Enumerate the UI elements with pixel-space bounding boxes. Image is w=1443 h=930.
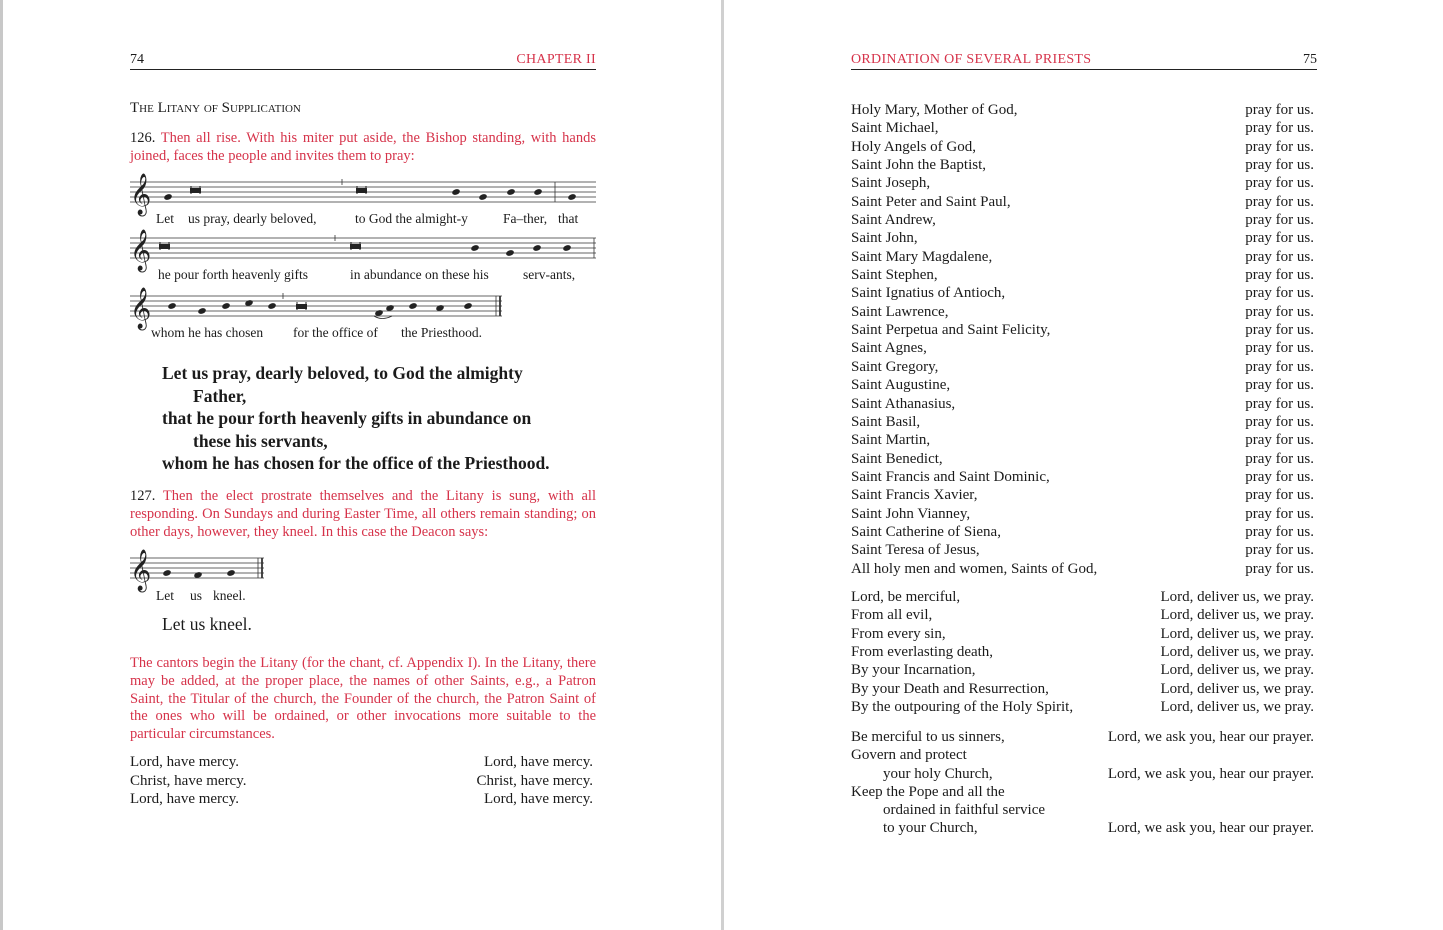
litany-row — [851, 468, 1314, 486]
invocation: All holy men and women, Saints of God, — [851, 560, 1098, 577]
invocation: Saint Athanasius, — [851, 395, 956, 412]
invocation: Saint Joseph, — [851, 175, 931, 192]
invocation: Saint Michael, — [851, 120, 939, 137]
chant-lyric: the Priesthood. — [401, 325, 482, 340]
litany-row — [851, 321, 1314, 339]
prayer-response: Lord, we ask you, hear our prayer. — [1107, 820, 1314, 837]
invocation: Saint Mary Magdalene, — [851, 248, 993, 265]
litany-row — [851, 266, 1314, 284]
litany-row — [851, 661, 1314, 679]
litany-row — [851, 229, 1314, 247]
chant-lyric: Fa–ther, — [503, 211, 548, 226]
chant-lyric: kneel. — [213, 588, 246, 603]
hear-our-prayer-block — [851, 728, 1314, 838]
prayer-call: ordained in faithful service — [883, 802, 1046, 819]
invocation: By your Incarnation, — [851, 662, 976, 679]
response: pray for us. — [1245, 120, 1314, 137]
prayer-call: Keep the Pope and all the — [851, 783, 1005, 800]
rubric-text: Then the elect prostrate themselves and the Litany is sung, with all responding. On Sundays and during Easter Time, all others remain standing; on other days, however, they kneel. In this case the Deacon says: — [130, 488, 596, 540]
response: pray for us. — [1245, 358, 1314, 375]
prayer-row — [851, 746, 1314, 764]
invocation: Saint Agnes, — [851, 340, 927, 357]
response: Lord, deliver us, we pray. — [1160, 607, 1314, 624]
running-head-right — [851, 52, 1317, 70]
response: Lord, deliver us, we pray. — [1160, 625, 1314, 642]
litany-row — [851, 541, 1314, 559]
chant-lyric: us pray, dearly beloved, — [188, 211, 317, 226]
litany-row — [851, 174, 1314, 192]
litany-row — [851, 486, 1314, 504]
invocation: Saint Teresa of Jesus, — [851, 542, 980, 559]
response: Lord, deliver us, we pray. — [1160, 680, 1314, 697]
litany-row — [851, 505, 1314, 523]
prayer-call: Be merciful to us sinners, — [851, 729, 1005, 745]
page-edge — [0, 0, 3, 930]
svg-text:𝄞: 𝄞 — [130, 230, 152, 271]
deliver-litany — [851, 588, 1314, 716]
invitation-line: these his servants, — [193, 430, 328, 451]
kyrie-row — [130, 790, 593, 809]
response: pray for us. — [1245, 542, 1314, 559]
invocation: Saint John Vianney, — [851, 505, 971, 522]
kyrie-row — [130, 753, 593, 772]
invocation: Saint John, — [851, 230, 918, 247]
prayer-call: Govern and protect — [851, 747, 967, 764]
chant-lyric: whom he has chosen — [151, 325, 264, 340]
response: pray for us. — [1245, 322, 1314, 339]
litany-row — [851, 643, 1314, 661]
svg-text:𝄞: 𝄞 — [130, 550, 152, 591]
invocation: Lord, be merciful, — [851, 589, 961, 605]
kyrie-response: Lord, have mercy. — [484, 791, 593, 807]
running-head-left — [130, 52, 596, 70]
response: Lord, deliver us, we pray. — [1160, 699, 1314, 716]
invitation-line: that he pour forth heavenly gifts in abundance on — [162, 408, 532, 428]
litany-row — [851, 119, 1314, 137]
running-title: ORDINATION OF SEVERAL PRIESTS — [851, 52, 1092, 67]
invocation: Saint Benedict, — [851, 450, 943, 467]
litany-row — [851, 450, 1314, 468]
response: pray for us. — [1245, 505, 1314, 522]
prayer-row — [851, 819, 1314, 837]
book-gutter — [721, 0, 724, 930]
kyrie-row — [130, 772, 593, 791]
litany-row — [851, 698, 1314, 716]
litany-row — [851, 523, 1314, 541]
response: pray for us. — [1245, 468, 1314, 485]
litany-row — [851, 680, 1314, 698]
invocation: Saint Perpetua and Saint Felicity, — [851, 322, 1051, 339]
svg-text:𝄞: 𝄞 — [130, 288, 152, 329]
paragraph-number: 127. — [130, 488, 156, 504]
invitation-line: Let us pray, dearly beloved, to God the almighty — [162, 363, 523, 383]
invocation: Saint John the Baptist, — [851, 157, 986, 174]
response: pray for us. — [1245, 450, 1314, 467]
invocation: By the outpouring of the Holy Spirit, — [851, 699, 1074, 716]
response: pray for us. — [1245, 303, 1314, 320]
invocation: Saint Ignatius of Antioch, — [851, 285, 1006, 302]
litany-row — [851, 339, 1314, 357]
invitation-line: Father, — [193, 385, 247, 406]
invocation: Saint Stephen, — [851, 267, 938, 284]
chant-lyric: Let — [156, 211, 174, 226]
chant-lyric: he pour forth heavenly gifts — [158, 267, 308, 282]
prayer-row — [851, 765, 1314, 783]
invocation: Saint Andrew, — [851, 212, 936, 229]
invocation: Saint Catherine of Siena, — [851, 523, 1001, 540]
litany-row — [851, 588, 1314, 606]
chant-lyric: Let — [156, 588, 174, 603]
chant-lyric: that — [558, 211, 579, 226]
kyrie-response: Lord, have mercy. — [484, 754, 593, 770]
chant-lyric: serv-ants, — [523, 267, 576, 282]
rubric-text: Then all rise. With his miter put aside, the Bishop standing, with hands joined, faces the people and invites them to pray: — [130, 130, 596, 164]
page-number: 75 — [1303, 52, 1317, 67]
invocation: Saint Basil, — [851, 413, 921, 430]
prayer-row — [851, 783, 1314, 801]
left-page — [130, 0, 596, 930]
litany-row — [851, 211, 1314, 229]
response: Lord, deliver us, we pray. — [1160, 589, 1314, 605]
response: pray for us. — [1245, 212, 1314, 229]
invocation: From every sin, — [851, 625, 946, 642]
litany-row — [851, 560, 1314, 578]
invocation: Saint Gregory, — [851, 358, 939, 375]
invocation: Saint Lawrence, — [851, 303, 949, 320]
prayer-row — [851, 801, 1314, 819]
response: pray for us. — [1245, 413, 1314, 430]
cantors-note: The cantors begin the Litany (for the chant, cf. Appendix I). In the Litany, there may be added, at the proper place, the names of other Saints, e.g., a Patron Saint, the Titular of the church, the Founder of the church, the Patron Saint of the ones who will be ordained, or other invocations more suitable to the particular circumstances. — [130, 655, 596, 743]
kyrie-call: Christ, have mercy. — [130, 772, 247, 789]
response: pray for us. — [1245, 193, 1314, 210]
rubric-127 — [130, 488, 596, 541]
invocation: By your Death and Resurrection, — [851, 680, 1049, 697]
litany-row — [851, 431, 1314, 449]
response: pray for us. — [1245, 175, 1314, 192]
paragraph-number: 126. — [130, 130, 156, 146]
response: Lord, deliver us, we pray. — [1160, 662, 1314, 679]
chant-lyric: to God the almight-y — [355, 211, 468, 226]
litany-row — [851, 156, 1314, 174]
invocation: Saint Martin, — [851, 432, 931, 449]
litany-row — [851, 606, 1314, 624]
response: pray for us. — [1245, 102, 1314, 118]
litany-row — [851, 358, 1314, 376]
response: pray for us. — [1245, 560, 1314, 577]
response: pray for us. — [1245, 157, 1314, 174]
invocation: Saint Francis Xavier, — [851, 487, 978, 504]
right-page — [851, 0, 1317, 930]
response: pray for us. — [1245, 285, 1314, 302]
chapter-title: CHAPTER II — [516, 52, 596, 67]
litany-row — [851, 101, 1314, 119]
kyrie-call: Lord, have mercy. — [130, 791, 239, 807]
prayer-row — [851, 728, 1314, 746]
litany-row — [851, 284, 1314, 302]
page-number: 74 — [130, 52, 144, 67]
saints-litany — [851, 101, 1314, 578]
litany-row — [851, 625, 1314, 643]
litany-row — [851, 395, 1314, 413]
prayer-response: Lord, we ask you, hear our prayer. — [1107, 765, 1314, 782]
invitation-text — [162, 362, 602, 475]
response: pray for us. — [1245, 248, 1314, 265]
invocation: Holy Mary, Mother of God, — [851, 102, 1018, 118]
litany-row — [851, 413, 1314, 431]
litany-row — [851, 248, 1314, 266]
svg-text:𝄞: 𝄞 — [130, 174, 152, 215]
prayer-call: to your Church, — [883, 820, 978, 837]
invocation: Saint Peter and Saint Paul, — [851, 193, 1011, 210]
invitation-line: whom he has chosen for the office of the Priesthood. — [162, 453, 550, 473]
response: pray for us. — [1245, 230, 1314, 247]
prayer-call: your holy Church, — [883, 765, 993, 782]
response: pray for us. — [1245, 432, 1314, 449]
response: pray for us. — [1245, 377, 1314, 394]
rubric-126 — [130, 130, 596, 166]
chant-lyric: for the office of — [293, 325, 378, 340]
invocation: Saint Augustine, — [851, 377, 951, 394]
response: Lord, deliver us, we pray. — [1160, 644, 1314, 661]
kyrie-response: Christ, have mercy. — [476, 772, 593, 789]
response: pray for us. — [1245, 395, 1314, 412]
response: pray for us. — [1245, 340, 1314, 357]
response: pray for us. — [1245, 487, 1314, 504]
kneel-text: Let us kneel. — [162, 614, 252, 634]
invocation: From everlasting death, — [851, 644, 994, 661]
invocation: From all evil, — [851, 607, 933, 624]
litany-row — [851, 303, 1314, 321]
kyrie-call: Lord, have mercy. — [130, 754, 239, 770]
invocation: Saint Francis and Saint Dominic, — [851, 468, 1050, 485]
response: pray for us. — [1245, 523, 1314, 540]
section-title: The Litany of Supplication — [130, 100, 301, 116]
chant-lyric: us — [190, 588, 203, 603]
kyrie-list — [130, 753, 593, 809]
response: pray for us. — [1245, 267, 1314, 284]
response: pray for us. — [1245, 138, 1314, 155]
prayer-response: Lord, we ask you, hear our prayer. — [1107, 729, 1314, 745]
litany-row — [851, 193, 1314, 211]
litany-row — [851, 376, 1314, 394]
litany-row — [851, 138, 1314, 156]
chant-lyric: in abundance on these his — [350, 267, 489, 282]
invocation: Holy Angels of God, — [851, 138, 976, 155]
